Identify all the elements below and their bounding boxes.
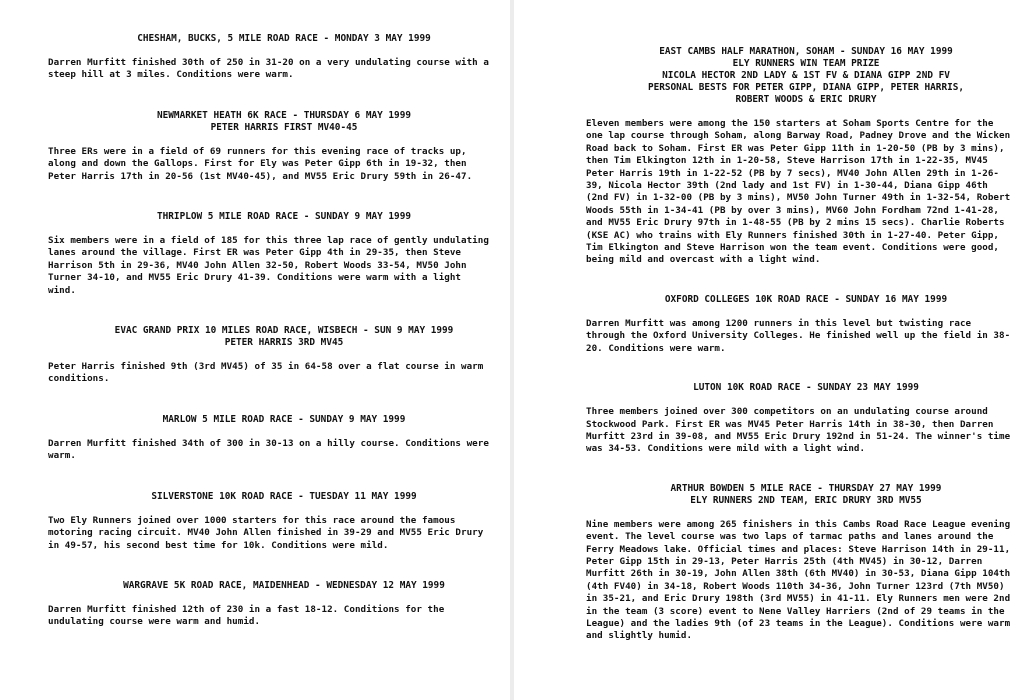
article-marlow	[48, 414, 490, 463]
article-heading: NEWMARKET HEATH 6K RACE - THURSDAY 6 MAY 1999 PETER HARRIS FIRST MV40-45	[157, 109, 411, 133]
article-body: Nine members were among 265 finishers in this Cambs Road Race League evening event. The level course was two laps of tarmac paths and lanes around the Ferry Meadows lake. Official times and places: Steve Harrison 14th in 29-11, Peter Gipp 15th in 29-13, Peter Harris 25th (4th MV45) in 30-12, Darren Murfitt 26th in 30-19, John Allen 38th (6th MV40) in 30-53, Diana Gipp 104th (4th FV40) in 34-18, Robert Woods 110th 34-36, John Turner 123rd (7th MV50) in 35-21, and Eric Drury 198th (3rd MV55) in 41-11. Ely Runners men were 2nd in the team (3 score) event to Nene Valley Harriers (2nd of 29 teams in the League) and the ladies 9th (of 23 teams in the League). Conditions were warm and slightly humid.	[586, 518, 1011, 642]
article-body: Six members were in a field of 185 for this three lap race of gently undulating lanes around the village. First ER was Peter Gipp 4th in 29-35, then Steve Harrison 5th in 29-36, MV40 John Allen 32-50, Robert Woods 33-54, MV50 John Turner 34-10, and MV55 Eric Drury 41-39. Conditions were warm with a light wind.	[48, 235, 489, 296]
article-body: Three members joined over 300 competitors on an undulating course around Stockwood Park. First ER was MV45 Peter Harris 14th in 38-30, then Darren Murfitt 23rd in 39-08, and MV55 Eric Drury 192nd in 51-24. The winner's time was 34-53. Conditions were mild with a light wind.	[586, 406, 1011, 455]
article-heading: LUTON 10K ROAD RACE - SUNDAY 23 MAY 1999	[693, 382, 919, 394]
article-arthur-bowden	[586, 483, 1012, 643]
article-heading: OXFORD COLLEGES 10K ROAD RACE - SUNDAY 16 MAY 1999	[664, 293, 948, 305]
article-heading: EVAC GRAND PRIX 10 MILES ROAD RACE, WISBECH - SUN 9 MAY 1999 PETER HARRIS 3RD MV45	[114, 325, 454, 349]
article-luton	[586, 382, 1012, 456]
article-heading: ARTHUR BOWDEN 5 MILE RACE - THURSDAY 27 MAY 1999 ELY RUNNERS 2ND TEAM, ERIC DRURY 3RD MV55	[670, 482, 942, 506]
article-heading: WARGRAVE 5K ROAD RACE, MAIDENHEAD - WEDNESDAY 12 MAY 1999	[123, 579, 445, 591]
article-chesham	[48, 33, 490, 82]
article-evac-wisbech	[48, 325, 490, 386]
article-heading: MARLOW 5 MILE ROAD RACE - SUNDAY 9 MAY 1999	[162, 413, 406, 425]
article-body: Eleven members were among the 150 starters at Soham Sports Centre for the one lap course through Soham, along Barway Road, Padney Drove and the Wicken Road back to Soham. First ER was Peter Gipp 11th in 1-20-50 (PB by 3 mins), then Tim Elkington 12th in 1-20-58, Steve Harrison 17th in 1-22-35, MV45 Peter Harris 19th in 1-22-52 (PB by 7 secs), MV40 John Allen 29th in 1-26-39, Nicola Hector 39th (2nd lady and 1st FV) in 1-30-44, Diana Gipp 46th (2nd FV) in 1-32-00 (PB by 3 mins), MV50 John Turner 49th in 1-32-54, Robert Woods 55th in 1-34-41 (PB by over 3 mins), MV60 John Fordham 72nd 1-41-28, and MV55 Eric Drury 97th in 1-48-55 (PB by 2 mins 15 secs). Charlie Roberts (KSE AC) who trains with Ely Runners finished 30th in 1-27-40. Peter Gipp, Tim Elkington and Steve Harrison won the team event. Conditions were good, being mild and overcast with a light wind.	[586, 118, 1011, 266]
article-east-cambs	[586, 46, 1012, 267]
article-body: Darren Murfitt finished 34th of 300 in 30-13 on a hilly course. Conditions were warm.	[48, 437, 489, 462]
article-heading: SILVERSTONE 10K ROAD RACE - TUESDAY 11 MAY 1999	[151, 490, 417, 502]
article-body: Darren Murfitt finished 30th of 250 in 31-20 on a very undulating course with a steep hill at 3 miles. Conditions were warm.	[48, 57, 489, 81]
article-body: Two Ely Runners joined over 1000 starters for this race around the famous motoring racing circuit. MV40 John Allen finished in 39-29 and MV55 Eric Drury in 49-57, his second best time for 10k. Conditions were mild.	[48, 514, 484, 551]
article-body: Darren Murfitt was among 1200 runners in this level but twisting race through the Oxford University Colleges. He finished well up the field in 38-20. Conditions were warm.	[586, 317, 1011, 354]
article-body: Peter Harris finished 9th (3rd MV45) of 35 in 64-58 over a flat course in warm conditions.	[48, 361, 484, 385]
article-silverstone	[48, 491, 490, 552]
article-heading: CHESHAM, BUCKS, 5 MILE ROAD RACE - MONDAY 3 MAY 1999	[137, 33, 431, 44]
article-thriplow	[48, 211, 490, 297]
left-page	[0, 0, 510, 700]
article-heading: EAST CAMBS HALF MARATHON, SOHAM - SUNDAY 16 MAY 1999 ELY RUNNERS WIN TEAM PRIZE NICOLA HECTOR 2ND LADY & 1ST FV & DIANA GIPP 2ND FV PERSONAL BESTS FOR PETER GIPP, DIANA GIPP, PETER HARRIS, ROBERT WOODS & ERIC DRURY	[647, 46, 965, 105]
article-heading: THRIPLOW 5 MILE ROAD RACE - SUNDAY 9 MAY 1999	[157, 211, 411, 223]
article-newmarket	[48, 110, 490, 183]
article-wargrave	[48, 580, 490, 629]
article-body: Darren Murfitt finished 12th of 230 in a fast 18-12. Conditions for the undulating course were warm and humid.	[48, 603, 445, 628]
article-body: Three ERs were in a field of 69 runners for this evening race of tracks up, along and down the Gallops. First for Ely was Peter Gipp 6th in 19-32, then Peter Harris 17th in 20-56 (1st MV40-45), and MV55 Eric Drury 59th in 26-47.	[48, 145, 473, 182]
article-oxford	[586, 294, 1012, 355]
right-page	[514, 0, 1026, 700]
